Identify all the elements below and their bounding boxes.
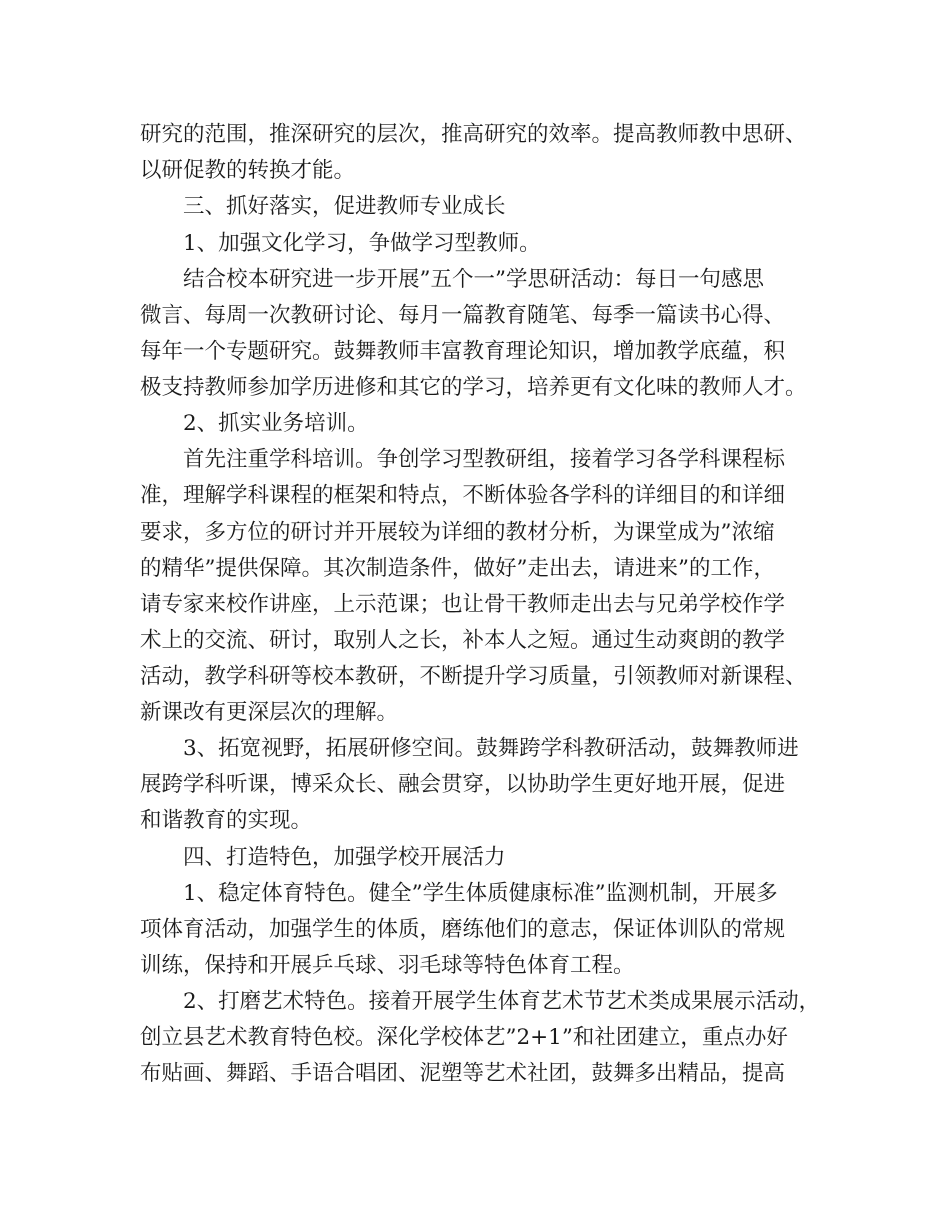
text-line: 结合校本研究进一步开展”五个一”学思研活动：每日一句感思 xyxy=(183,267,764,292)
section-heading: 四、打造特色，加强学校开展活力 xyxy=(183,845,506,870)
text-line: 要求，多方位的研讨并开展较为详细的教材分析，为课堂成为”浓缩 xyxy=(140,520,775,545)
text-line: 1、稳定体育特色。健全”学生体质健康标准”监测机制，开展多 xyxy=(183,881,778,906)
text-line: 项体育活动，加强学生的体质，磨练他们的意志，保证体训队的常规 xyxy=(140,917,786,942)
text-line: 的精华”提供保障。其次制造条件，做好”走出去，请进来”的工作， xyxy=(140,556,775,581)
text-line: 布贴画、舞蹈、手语合唱团、泥塑等艺术社团，鼓舞多出精品，提高 xyxy=(140,1061,786,1086)
text-line: 展跨学科听课，博采众长、融会贯穿，以协助学生更好地开展，促进 xyxy=(140,772,786,797)
subsection-heading: 2、抓实业务培训。 xyxy=(183,411,369,436)
text-line: 训练，保持和开展乒乓球、羽毛球等特色体育工程。 xyxy=(140,953,635,978)
text-line: 首先注重学科培训。争创学习型教研组，接着学习各学科课程标 xyxy=(183,447,786,472)
text-line: 2、打磨艺术特色。接着开展学生体育艺术节艺术类成果展示活动， xyxy=(183,989,821,1014)
text-line: 研究的范围，推深研究的层次，推高研究的效率。提高教师教中思研、 xyxy=(140,122,807,147)
text-line: 准，理解学科课程的框架和特点，不断体验各学科的详细目的和详细 xyxy=(140,483,786,508)
text-line: 微言、每周一次教研讨论、每月一篇教育随笔、每季一篇读书心得、 xyxy=(140,303,786,328)
text-line: 术上的交流、研讨，取别人之长，补本人之短。通过生动爽朗的教学 xyxy=(140,628,786,653)
text-line: 3、拓宽视野，拓展研修空间。鼓舞跨学科教研活动，鼓舞教师进 xyxy=(183,736,799,761)
subsection-heading: 1、加强文化学习，争做学习型教师。 xyxy=(183,231,541,256)
section-heading: 三、抓好落实，促进教师专业成长 xyxy=(183,194,506,219)
text-line: 新课改有更深层次的理解。 xyxy=(140,700,399,725)
text-line: 创立县艺术教育特色校。深化学校体艺”2+1”和社团建立，重点办好 xyxy=(140,1025,788,1050)
text-line: 请专家来校作讲座，上示范课；也让骨干教师走出去与兄弟学校作学 xyxy=(140,592,786,617)
text-line: 活动，教学科研等校本教研，不断提升学习质量，引领教师对新课程、 xyxy=(140,664,807,689)
text-line: 极支持教师参加学历进修和其它的学习，培养更有文化味的教师人才。 xyxy=(140,375,807,400)
text-line: 每年一个专题研究。鼓舞教师丰富教育理论知识，增加教学底蕴，积 xyxy=(140,339,786,364)
text-line: 和谐教育的实现。 xyxy=(140,808,313,833)
text-line: 以研促教的转换才能。 xyxy=(140,158,356,183)
